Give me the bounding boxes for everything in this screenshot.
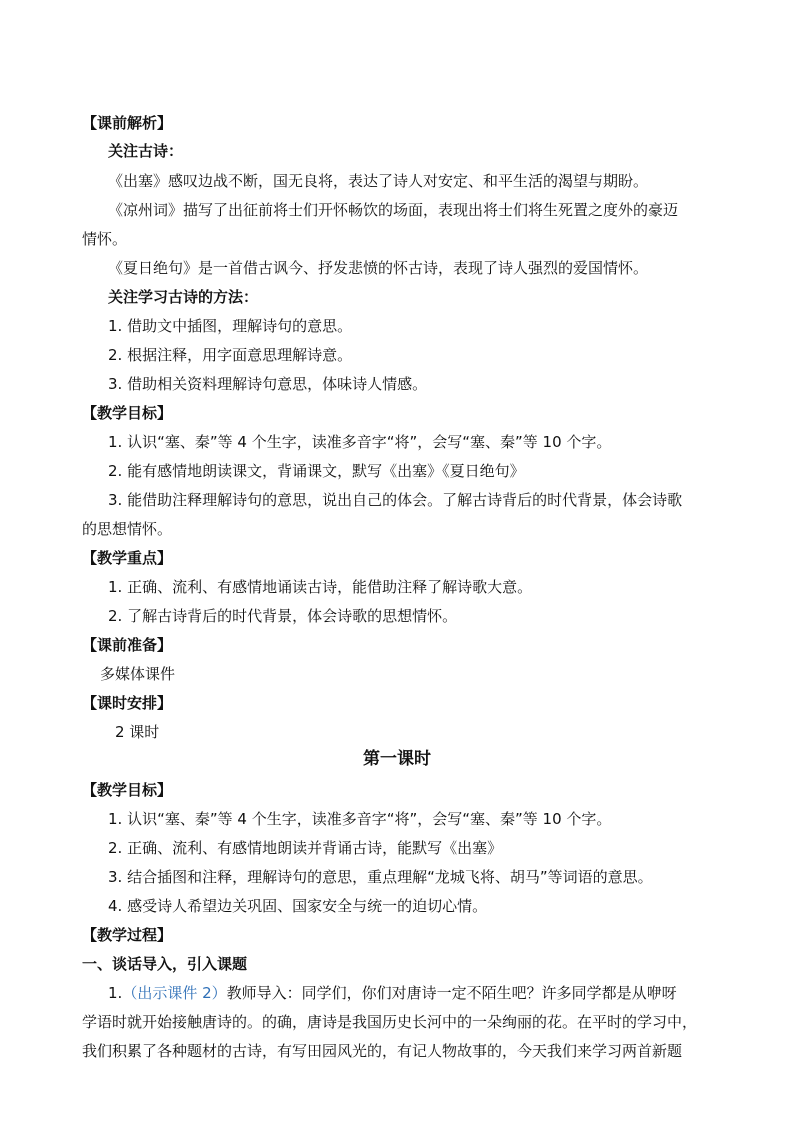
lesson-title: 第一课时 <box>363 749 431 769</box>
intro-paragraph-line2: 学语时就开始接触唐诗的。的确，唐诗是我国历史长河中的一朵绚丽的花。在平时的学习中， <box>82 1013 698 1031</box>
focus-poems-label: 关注古诗： <box>108 142 184 160</box>
poem-xiarijueju-summary: 《夏日绝句》是一首借古讽今、抒发悲愤的怀古诗，表现了诗人强烈的爱国情怀。 <box>108 259 649 277</box>
lesson-goal-item: 3. 结合插图和注释，理解诗句的意思，重点理解“龙城飞将、胡马”等词语的意思。 <box>108 868 653 886</box>
preparation-heading: 【课前准备】 <box>82 636 173 654</box>
methods-label: 关注学习古诗的方法： <box>108 288 259 306</box>
key-point-item: 1. 正确、流利、有感情地诵读古诗，能借助注释了解诗歌大意。 <box>108 578 533 596</box>
schedule-heading: 【课时安排】 <box>82 694 173 712</box>
process-heading: 【教学过程】 <box>82 926 173 944</box>
teaching-goals-heading: 【教学目标】 <box>82 404 173 422</box>
teaching-goal-item-line2: 的思想情怀。 <box>82 520 173 538</box>
paragraph-text: 教师导入：同学们，你们对唐诗一定不陌生吧？许多同学都是从咿呀 <box>226 984 677 1002</box>
key-points-heading: 【教学重点】 <box>82 549 173 567</box>
teaching-goal-item-line1: 3. 能借助注释理解诗句的意思，说出自己的体会。了解古诗背后的时代背景，体会诗歌 <box>108 491 683 509</box>
intro-paragraph-line3: 我们积累了各种题材的古诗，有写田园风光的，有记人物故事的，今天我们来学习两首新题 <box>82 1042 683 1060</box>
paragraph-number: 1. <box>108 984 123 1002</box>
lesson-goal-item: 4. 感受诗人希望边关巩固、国家安全与统一的迫切心情。 <box>108 897 488 915</box>
key-point-item: 2. 了解古诗背后的时代背景，体会诗歌的思想情怀。 <box>108 607 458 625</box>
teaching-goal-item: 2. 能有感情地朗读课文，背诵课文，默写《出塞》《夏日绝句》 <box>108 462 525 480</box>
pre-analysis-heading: 【课前解析】 <box>82 114 173 132</box>
method-item: 2. 根据注释，用字面意思理解诗意。 <box>108 346 353 364</box>
lesson-goal-item: 2. 正确、流利、有感情地朗读并背诵古诗，能默写《出塞》 <box>108 839 503 857</box>
schedule-content: 2 课时 <box>115 723 160 741</box>
poem-liangzhouci-summary-line1: 《凉州词》描写了出征前将士们开怀畅饮的场面，表现出将士们将生死置之度外的豪迈 <box>108 201 679 219</box>
lesson-goal-item: 1. 认识“塞、秦”等 4 个生字，读准多音字“将”，会写“塞、秦”等 10 个字。 <box>108 810 612 828</box>
preparation-content: 多媒体课件 <box>100 665 176 683</box>
method-item: 1. 借助文中插图，理解诗句的意思。 <box>108 317 353 335</box>
method-item: 3. 借助相关资料理解诗句意思，体味诗人情感。 <box>108 375 428 393</box>
poem-liangzhouci-summary-line2: 情怀。 <box>82 230 128 248</box>
intro-paragraph-line1 <box>108 983 677 1003</box>
show-courseware-link[interactable]: （出示课件 2） <box>122 984 227 1002</box>
poem-chusai-summary: 《出塞》感叹边战不断，国无良将，表达了诗人对安定、和平生活的渴望与期盼。 <box>108 172 649 190</box>
teaching-goal-item: 1. 认识“塞、秦”等 4 个生字，读准多音字“将”，会写“塞、秦”等 10 个字。 <box>108 433 612 451</box>
section-heading: 一、谈话导入，引入课题 <box>82 955 248 973</box>
lesson-goals-heading: 【教学目标】 <box>82 781 173 799</box>
